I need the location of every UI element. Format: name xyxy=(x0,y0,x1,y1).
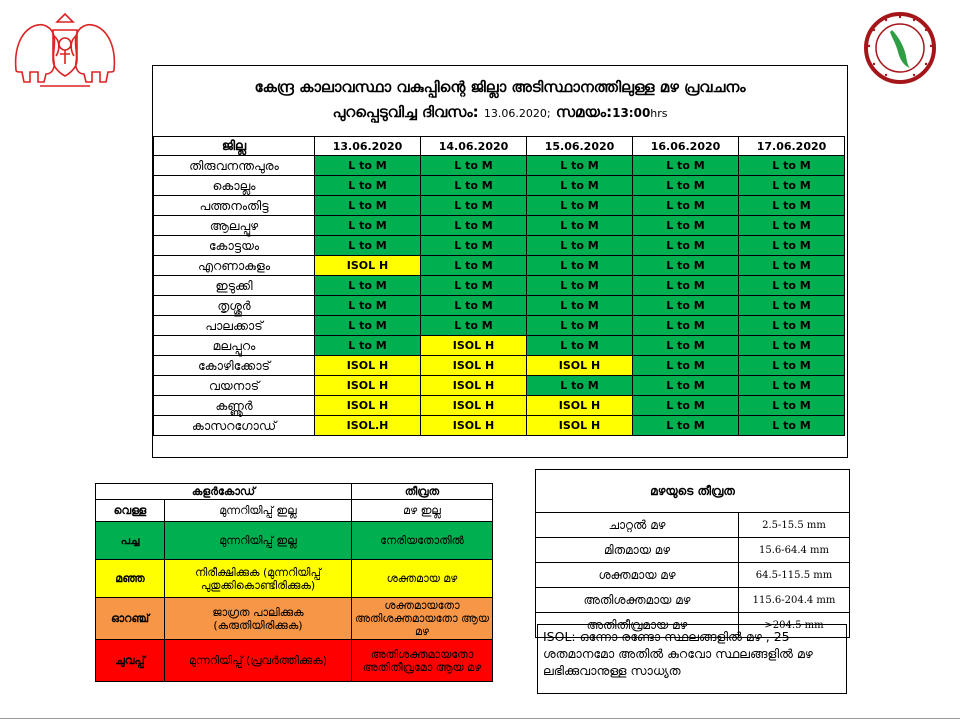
intensity-name: അതിശക്തമായ മഴ xyxy=(536,588,739,613)
forecast-table xyxy=(153,136,845,436)
forecast-cell: L to M xyxy=(739,256,845,276)
forecast-row xyxy=(154,336,845,356)
issued-date: 13.06.2020; xyxy=(483,107,551,120)
forecast-cell: L to M xyxy=(633,316,739,336)
forecast-cell: L to M xyxy=(633,256,739,276)
district-name: കാസറഗോഡ് xyxy=(154,416,315,436)
forecast-cell: L to M xyxy=(315,236,421,256)
forecast-row xyxy=(154,256,845,276)
intensity-row xyxy=(536,538,850,563)
district-name: ആലപ്പുഴ xyxy=(154,216,315,236)
legend-color-name: ചുവപ്പ് xyxy=(96,640,165,682)
intensity-name: അതിതീവ്രമായ മഴ xyxy=(536,613,739,638)
forecast-cell: L to M xyxy=(527,236,633,256)
district-name: പാലക്കാട് xyxy=(154,316,315,336)
district-name: വയനാട് xyxy=(154,376,315,396)
intensity-rows xyxy=(536,513,850,638)
legend-row xyxy=(96,598,493,640)
forecast-cell: L to M xyxy=(633,216,739,236)
forecast-cell: L to M xyxy=(421,256,527,276)
forecast-cell: L to M xyxy=(633,416,739,436)
forecast-cell: L to M xyxy=(315,196,421,216)
forecast-cell: ISOL H xyxy=(421,376,527,396)
legend-severity: നേരിയതോതിൽ xyxy=(352,522,493,560)
forecast-cell: ISOL H xyxy=(315,396,421,416)
forecast-row xyxy=(154,356,845,376)
time-label: സമയം: xyxy=(555,103,613,121)
time-unit: hrs xyxy=(650,107,668,120)
isol-note: ISOL: ഒന്നോ രണ്ടോ സ്ഥലങ്ങളിൽ മഴ , 25 ശതമാനമോ അതിൽ കുറവോ സ്ഥലങ്ങളിൽ മഴ ലഭിക്കുവാനുള്ള സാധ്യത xyxy=(537,624,847,694)
legend-color-name: പച്ച xyxy=(96,522,165,560)
legend-severity: ശക്തമായ മഴ xyxy=(352,560,493,598)
forecast-cell: L to M xyxy=(315,216,421,236)
forecast-cell: L to M xyxy=(527,216,633,236)
forecast-cell: L to M xyxy=(315,176,421,196)
district-name: എറണാകുളം xyxy=(154,256,315,276)
forecast-cell: L to M xyxy=(527,276,633,296)
forecast-cell: L to M xyxy=(739,396,845,416)
legend-meaning: ജാഗ്രത പാലിക്കുക (കരുതിയിരിക്കുക) xyxy=(165,598,352,640)
district-name: മലപ്പുറം xyxy=(154,336,315,356)
forecast-cell: L to M xyxy=(527,176,633,196)
forecast-cell: ISOL H xyxy=(315,256,421,276)
forecast-cell: L to M xyxy=(315,296,421,316)
page-title: കേന്ദ്ര കാലാവസ്ഥാ വകുപ്പിന്റെ ജില്ലാ അടിസ്ഥാനത്തിലുള്ള മഴ പ്രവചനം xyxy=(254,78,746,96)
forecast-cell: L to M xyxy=(739,156,845,176)
district-name: കോഴിക്കോട് xyxy=(154,356,315,376)
legend-severity: ശക്തമായതോ അതിശക്തമായതോ ആയ മഴ xyxy=(352,598,493,640)
legend-severity: മഴ ഇല്ല xyxy=(352,500,493,522)
intensity-name: ചാറ്റൽ മഴ xyxy=(536,513,739,538)
intensity-header-row xyxy=(536,470,850,513)
legend-meaning: നിരീക്ഷിക്കുക (മുന്നറിയിപ്പ് പുതുക്കികൊണ്ടിരിക്കുക) xyxy=(165,560,352,598)
forecast-cell: ISOL H xyxy=(527,396,633,416)
forecast-cell: L to M xyxy=(739,376,845,396)
forecast-row xyxy=(154,296,845,316)
forecast-row xyxy=(154,156,845,176)
legend-colorcode-header: കളർകോഡ് xyxy=(96,484,352,500)
legend-rows xyxy=(96,500,493,682)
forecast-cell: L to M xyxy=(739,316,845,336)
legend-meaning: മുന്നറിയിപ്പ് (പ്രവർത്തിക്കുക) xyxy=(165,640,352,682)
forecast-cell: L to M xyxy=(633,176,739,196)
forecast-cell: L to M xyxy=(421,156,527,176)
kerala-emblem-logo xyxy=(10,10,120,92)
forecast-cell: L to M xyxy=(421,216,527,236)
legend-meaning: മുന്നറിയിപ്പ് ഇല്ല xyxy=(165,500,352,522)
forecast-cell: L to M xyxy=(527,376,633,396)
forecast-cell: L to M xyxy=(527,156,633,176)
forecast-row xyxy=(154,196,845,216)
forecast-cell: L to M xyxy=(421,276,527,296)
legend-header-row xyxy=(96,484,493,500)
forecast-cell: L to M xyxy=(315,336,421,356)
district-name: കോട്ടയം xyxy=(154,236,315,256)
forecast-cell: L to M xyxy=(315,276,421,296)
forecast-cell: ISOL H xyxy=(421,356,527,376)
legend-severity: അതിശക്തമായതോ അതിതീവ്രമോ ആയ മഴ xyxy=(352,640,493,682)
forecast-cell: L to M xyxy=(633,156,739,176)
forecast-cell: L to M xyxy=(421,296,527,316)
ksdma-logo xyxy=(864,12,936,84)
color-code-legend xyxy=(95,483,493,682)
district-name: തൃശ്ശൂർ xyxy=(154,296,315,316)
forecast-cell: ISOL H xyxy=(315,356,421,376)
intensity-range: 15.6-64.4 mm xyxy=(739,538,850,563)
legend-meaning: മുന്നറിയിപ്പ് ഇല്ല xyxy=(165,522,352,560)
forecast-cell: L to M xyxy=(527,336,633,356)
forecast-cell: L to M xyxy=(421,196,527,216)
forecast-cell: L to M xyxy=(527,196,633,216)
forecast-row xyxy=(154,396,845,416)
forecast-cell: ISOL H xyxy=(527,356,633,376)
legend-severity-header: തീവ്രത xyxy=(352,484,493,500)
date-header: 13.06.2020 xyxy=(315,137,421,156)
date-header: 16.06.2020 xyxy=(633,137,739,156)
forecast-cell: ISOL H xyxy=(421,396,527,416)
forecast-cell: L to M xyxy=(739,216,845,236)
forecast-cell: L to M xyxy=(527,256,633,276)
forecast-cell: L to M xyxy=(527,296,633,316)
intensity-row xyxy=(536,563,850,588)
forecast-cell: L to M xyxy=(633,196,739,216)
intensity-name: ശക്തമായ മഴ xyxy=(536,563,739,588)
forecast-header-row xyxy=(154,137,845,156)
district-name: ഇടുക്കി xyxy=(154,276,315,296)
forecast-row xyxy=(154,276,845,296)
forecast-row xyxy=(154,236,845,256)
forecast-cell: L to M xyxy=(421,316,527,336)
forecast-cell: ISOL H xyxy=(315,376,421,396)
legend-row xyxy=(96,560,493,598)
intensity-title: മഴയുടെ തീവ്രത xyxy=(536,470,850,513)
forecast-row xyxy=(154,416,845,436)
forecast-cell: L to M xyxy=(633,236,739,256)
forecast-row xyxy=(154,216,845,236)
district-name: കൊല്ലം xyxy=(154,176,315,196)
forecast-cell: L to M xyxy=(739,176,845,196)
forecast-cell: L to M xyxy=(633,356,739,376)
forecast-cell: L to M xyxy=(315,316,421,336)
intensity-name: മിതമായ മഴ xyxy=(536,538,739,563)
forecast-cell: L to M xyxy=(739,276,845,296)
issue-info xyxy=(153,103,847,121)
legend-color-name: മഞ്ഞ xyxy=(96,560,165,598)
district-name: കണ്ണൂർ xyxy=(154,396,315,416)
forecast-row xyxy=(154,176,845,196)
forecast-cell: ISOL H xyxy=(527,416,633,436)
forecast-cell: L to M xyxy=(633,376,739,396)
time-value: 13:00 xyxy=(612,106,651,120)
forecast-cell: L to M xyxy=(739,236,845,256)
intensity-row xyxy=(536,588,850,613)
date-header: 14.06.2020 xyxy=(421,137,527,156)
forecast-cell: L to M xyxy=(739,196,845,216)
intensity-range: 64.5-115.5 mm xyxy=(739,563,850,588)
legend-color-name: ഓറഞ്ച് xyxy=(96,598,165,640)
forecast-cell: L to M xyxy=(633,396,739,416)
forecast-cell: ISOL.H xyxy=(315,416,421,436)
forecast-cell: L to M xyxy=(527,316,633,336)
footer-divider xyxy=(0,718,960,719)
rain-intensity-table xyxy=(535,469,850,638)
intensity-range: 115.6-204.4 mm xyxy=(739,588,850,613)
forecast-row xyxy=(154,316,845,336)
forecast-cell: L to M xyxy=(315,156,421,176)
date-header: 17.06.2020 xyxy=(739,137,845,156)
forecast-cell: L to M xyxy=(739,416,845,436)
legend-row xyxy=(96,640,493,682)
district-name: തിരുവനന്തപുരം xyxy=(154,156,315,176)
district-name: പത്തനംതിട്ട xyxy=(154,196,315,216)
legend-row xyxy=(96,500,493,522)
intensity-range: >204.5 mm xyxy=(739,613,850,638)
forecast-cell: L to M xyxy=(421,236,527,256)
forecast-cell: L to M xyxy=(421,176,527,196)
forecast-cell: ISOL H xyxy=(421,416,527,436)
forecast-rows xyxy=(154,156,845,436)
forecast-row xyxy=(154,376,845,396)
forecast-cell: L to M xyxy=(633,336,739,356)
intensity-row xyxy=(536,513,850,538)
forecast-cell: L to M xyxy=(739,296,845,316)
intensity-range: 2.5-15.5 mm xyxy=(739,513,850,538)
forecast-cell: L to M xyxy=(739,336,845,356)
date-header: 15.06.2020 xyxy=(527,137,633,156)
forecast-cell: L to M xyxy=(739,356,845,376)
forecast-cell: L to M xyxy=(633,296,739,316)
forecast-cell: L to M xyxy=(633,276,739,296)
legend-color-name: വെള്ള xyxy=(96,500,165,522)
issued-label: പുറപ്പെടുവിച്ച ദിവസം: xyxy=(332,103,479,121)
district-column-header: ജില്ല xyxy=(154,137,315,156)
forecast-panel xyxy=(152,65,848,458)
forecast-cell: ISOL H xyxy=(421,336,527,356)
legend-row xyxy=(96,522,493,560)
